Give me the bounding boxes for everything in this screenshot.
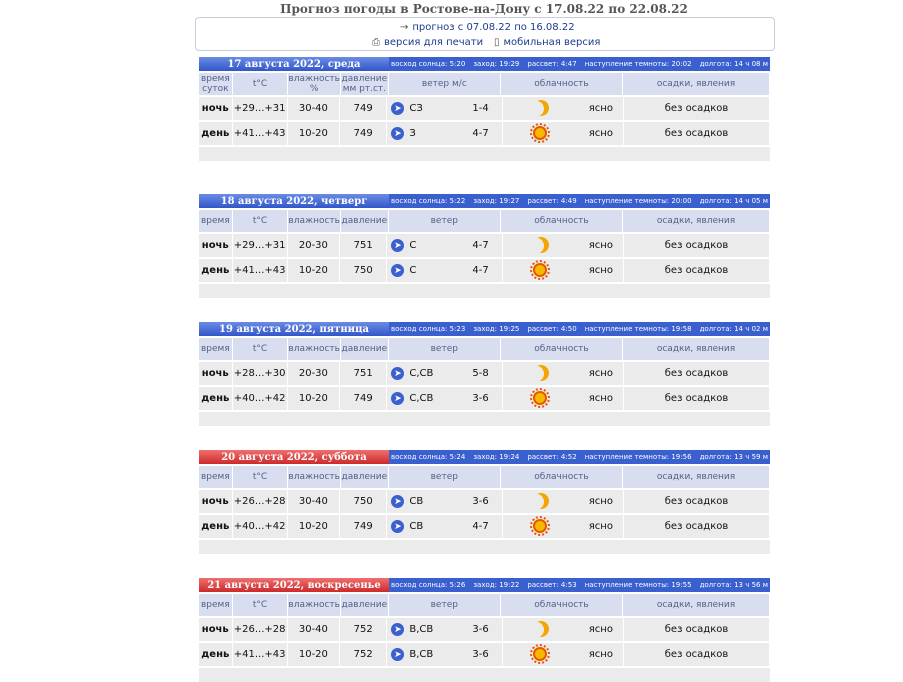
sunset: заход: 19:29	[473, 60, 520, 68]
wind-direction: СВ	[409, 496, 424, 507]
sunrise: восход солнца: 5:24	[391, 453, 466, 461]
day-header	[199, 578, 770, 592]
humidity: 10-20	[288, 643, 340, 666]
day-date: 19 августа 2022, пятница	[199, 322, 389, 336]
wind-cell	[387, 122, 502, 145]
humidity: 30-40	[288, 490, 340, 513]
moon-icon	[533, 493, 549, 509]
print-version-label: версия для печати	[384, 37, 484, 48]
wind-cell	[387, 259, 502, 282]
column-headers	[199, 466, 770, 488]
time-of-day: ночь	[199, 97, 233, 120]
sunrise: восход солнца: 5:20	[391, 60, 466, 68]
sun-info	[389, 194, 770, 208]
time-of-day: ночь	[199, 362, 233, 385]
wind-direction: СЗ	[409, 103, 423, 114]
temperature: +41...+43	[233, 643, 288, 666]
pressure: 749	[340, 515, 387, 538]
header-humidity: влажность	[288, 594, 341, 616]
column-headers	[199, 210, 770, 232]
header-precip: осадки, явления	[623, 210, 770, 232]
forecast-row	[199, 259, 770, 282]
pressure: 749	[340, 122, 387, 145]
day-header	[199, 194, 770, 208]
humidity: 20-30	[288, 234, 340, 257]
wind-arrow-icon: ➤	[391, 495, 404, 508]
mobile-version-link[interactable]	[494, 37, 600, 48]
temperature: +26...+28	[233, 618, 288, 641]
day-length: долгота: 13 ч 59 м	[699, 453, 768, 461]
day-length: долгота: 14 ч 02 м	[699, 325, 768, 333]
wind-speed: 3-6	[472, 496, 489, 507]
header-time: время	[199, 466, 233, 488]
header-precip: осадки, явления	[623, 73, 770, 95]
cloud-cell	[503, 234, 624, 257]
cloud-cell	[503, 618, 624, 641]
time-of-day: ночь	[199, 234, 233, 257]
wind-direction: В,СВ	[409, 649, 434, 660]
header-temp: t°C	[233, 210, 289, 232]
time-of-day: день	[199, 259, 233, 282]
wind-speed: 4-7	[472, 128, 489, 139]
humidity: 10-20	[288, 122, 340, 145]
cloud-text: ясно	[588, 624, 613, 635]
wind-speed: 4-7	[472, 240, 489, 251]
sun-icon	[533, 518, 547, 533]
moon-icon	[533, 100, 549, 116]
humidity: 10-20	[288, 259, 340, 282]
precipitation: без осадков	[624, 387, 770, 410]
forecast-row	[199, 387, 770, 410]
header-cloud: облачность	[501, 210, 623, 232]
sun-icon	[533, 390, 547, 405]
header-pressure: давление мм рт.ст.	[341, 74, 388, 94]
day-length: долгота: 14 ч 08 м	[699, 60, 768, 68]
cloud-cell	[503, 122, 624, 145]
header-wind: ветер	[389, 210, 501, 232]
cloud-text: ясно	[588, 521, 613, 532]
day-footer	[199, 147, 770, 161]
wind-speed: 4-7	[472, 521, 489, 532]
temperature: +40...+42	[233, 387, 288, 410]
moon-icon	[533, 365, 549, 381]
precipitation: без осадков	[624, 234, 770, 257]
sunset: заход: 19:24	[473, 453, 520, 461]
pressure: 750	[340, 490, 387, 513]
day-block	[199, 322, 770, 426]
temperature: +29...+31	[233, 234, 288, 257]
time-of-day: ночь	[199, 490, 233, 513]
day-footer	[199, 412, 770, 426]
nav-box	[195, 17, 775, 51]
wind-direction: В,СВ	[409, 624, 434, 635]
sunset: заход: 19:25	[473, 325, 520, 333]
wind-direction: С	[409, 240, 417, 251]
day-header	[199, 322, 770, 336]
printer-icon: ⎙	[372, 37, 380, 48]
wind-speed: 3-6	[472, 649, 489, 660]
day-date: 20 августа 2022, суббота	[199, 450, 389, 464]
day-block	[199, 450, 770, 554]
arrow-right-icon: →	[400, 22, 409, 33]
darkness: наступление темноты: 19:56	[584, 453, 692, 461]
wind-cell	[387, 515, 502, 538]
cloud-cell	[503, 362, 624, 385]
header-pressure: давление	[341, 594, 389, 616]
column-headers	[199, 338, 770, 360]
header-cloud: облачность	[501, 466, 623, 488]
header-humidity: влажность	[288, 338, 341, 360]
cloud-text: ясно	[588, 368, 613, 379]
temperature: +40...+42	[233, 515, 288, 538]
wind-speed: 5-8	[472, 368, 489, 379]
pressure: 749	[340, 97, 387, 120]
wind-speed: 3-6	[472, 624, 489, 635]
header-cloud: облачность	[501, 594, 623, 616]
moon-icon	[533, 237, 549, 253]
sun-info	[389, 57, 770, 71]
day-block	[199, 57, 770, 161]
precipitation: без осадков	[624, 515, 770, 538]
dawn: рассвет: 4:47	[527, 60, 577, 68]
wind-cell	[387, 490, 502, 513]
sunrise: восход солнца: 5:26	[391, 581, 466, 589]
cloud-text: ясно	[588, 103, 613, 114]
precipitation: без осадков	[624, 259, 770, 282]
cloud-cell	[503, 259, 624, 282]
forecast-row	[199, 643, 770, 666]
sunrise: восход солнца: 5:22	[391, 197, 466, 205]
day-header	[199, 57, 770, 71]
wind-arrow-icon: ➤	[391, 239, 404, 252]
time-of-day: день	[199, 643, 233, 666]
precipitation: без осадков	[624, 490, 770, 513]
wind-arrow-icon: ➤	[391, 648, 404, 661]
wind-arrow-icon: ➤	[391, 520, 404, 533]
wind-direction: С,СВ	[409, 368, 434, 379]
header-time: время	[199, 338, 233, 360]
time-of-day: день	[199, 122, 233, 145]
sun-icon	[533, 262, 547, 277]
sun-icon	[533, 125, 547, 140]
mobile-icon: ▯	[494, 37, 500, 48]
pressure: 749	[340, 387, 387, 410]
wind-direction: СВ	[409, 521, 424, 532]
day-date: 17 августа 2022, среда	[199, 57, 389, 71]
page-title: Прогноз погоды в Ростове-на-Дону с 17.08.22 по 22.08.22	[280, 2, 688, 16]
day-date: 18 августа 2022, четверг	[199, 194, 389, 208]
header-temp: t°C	[233, 594, 289, 616]
humidity: 10-20	[288, 515, 340, 538]
header-pressure: давление	[341, 466, 389, 488]
sun-info	[389, 322, 770, 336]
temperature: +28...+30	[233, 362, 288, 385]
day-header	[199, 450, 770, 464]
sun-info	[389, 578, 770, 592]
day-footer	[199, 668, 770, 682]
mobile-version-label: мобильная версия	[503, 37, 601, 48]
wind-arrow-icon: ➤	[391, 264, 404, 277]
wind-cell	[387, 387, 502, 410]
precipitation: без осадков	[624, 97, 770, 120]
header-cloud: облачность	[501, 73, 623, 95]
cloud-cell	[503, 515, 624, 538]
header-temp: t°C	[233, 73, 289, 95]
wind-cell	[387, 234, 502, 257]
header-time: время	[199, 210, 233, 232]
wind-direction: С	[409, 265, 417, 276]
cloud-text: ясно	[588, 240, 613, 251]
pressure: 752	[340, 618, 387, 641]
wind-speed: 3-6	[472, 393, 489, 404]
header-humidity: влажность	[288, 466, 341, 488]
wind-arrow-icon: ➤	[391, 623, 404, 636]
humidity: 10-20	[288, 387, 340, 410]
wind-direction: З	[409, 128, 416, 139]
header-time: время суток	[199, 73, 233, 95]
time-of-day: день	[199, 387, 233, 410]
darkness: наступление темноты: 20:02	[584, 60, 692, 68]
forecast-row	[199, 122, 770, 145]
header-precip: осадки, явления	[623, 466, 770, 488]
darkness: наступление темноты: 20:00	[584, 197, 692, 205]
header-wind: ветер	[389, 594, 501, 616]
sunset: заход: 19:27	[473, 197, 520, 205]
temperature: +41...+43	[233, 122, 288, 145]
humidity: 30-40	[288, 618, 340, 641]
temperature: +29...+31	[233, 97, 288, 120]
forecast-row	[199, 490, 770, 513]
sun-info	[389, 450, 770, 464]
header-precip: осадки, явления	[623, 594, 770, 616]
precipitation: без осадков	[624, 362, 770, 385]
prev-forecast-link[interactable]	[400, 22, 575, 33]
header-precip: осадки, явления	[623, 338, 770, 360]
dawn: рассвет: 4:52	[527, 453, 577, 461]
precipitation: без осадков	[624, 122, 770, 145]
forecast-row	[199, 97, 770, 120]
wind-cell	[387, 618, 502, 641]
pressure: 750	[340, 259, 387, 282]
temperature: +26...+28	[233, 490, 288, 513]
day-footer	[199, 540, 770, 554]
cloud-text: ясно	[588, 649, 613, 660]
wind-arrow-icon: ➤	[391, 102, 404, 115]
header-temp: t°C	[233, 338, 289, 360]
wind-speed: 4-7	[472, 265, 489, 276]
day-block	[199, 194, 770, 298]
moon-icon	[533, 621, 549, 637]
column-headers	[199, 594, 770, 616]
header-wind: ветер	[389, 338, 501, 360]
day-length: долгота: 14 ч 05 м	[699, 197, 768, 205]
header-pressure: давление	[341, 210, 389, 232]
prev-forecast-label: прогноз с 07.08.22 по 16.08.22	[412, 22, 575, 33]
wind-arrow-icon: ➤	[391, 127, 404, 140]
forecast-row	[199, 618, 770, 641]
sunset: заход: 19:22	[473, 581, 520, 589]
forecast-row	[199, 515, 770, 538]
humidity: 30-40	[288, 97, 340, 120]
header-humidity: влажность %	[288, 74, 340, 94]
wind-cell	[387, 643, 502, 666]
pressure: 751	[340, 234, 387, 257]
dawn: рассвет: 4:53	[527, 581, 577, 589]
header-wind: ветер	[389, 466, 501, 488]
wind-speed: 1-4	[472, 103, 489, 114]
header-pressure: давление	[341, 338, 389, 360]
forecast-row	[199, 362, 770, 385]
forecast-row	[199, 234, 770, 257]
day-length: долгота: 13 ч 56 м	[699, 581, 768, 589]
sunrise: восход солнца: 5:23	[391, 325, 466, 333]
header-time: время	[199, 594, 233, 616]
humidity: 20-30	[288, 362, 340, 385]
precipitation: без осадков	[624, 643, 770, 666]
dawn: рассвет: 4:49	[527, 197, 577, 205]
pressure: 752	[340, 643, 387, 666]
darkness: наступление темноты: 19:55	[584, 581, 692, 589]
header-temp: t°C	[233, 466, 289, 488]
header-humidity: влажность	[288, 210, 341, 232]
header-cloud: облачность	[501, 338, 623, 360]
day-block	[199, 578, 770, 682]
precipitation: без осадков	[624, 618, 770, 641]
column-headers	[199, 73, 770, 95]
cloud-cell	[503, 490, 624, 513]
header-wind: ветер м/с	[389, 73, 501, 95]
temperature: +41...+43	[233, 259, 288, 282]
cloud-text: ясно	[588, 496, 613, 507]
cloud-text: ясно	[588, 393, 613, 404]
cloud-cell	[503, 97, 624, 120]
cloud-cell	[503, 387, 624, 410]
wind-arrow-icon: ➤	[391, 367, 404, 380]
day-footer	[199, 284, 770, 298]
dawn: рассвет: 4:50	[527, 325, 577, 333]
print-version-link[interactable]	[372, 37, 483, 48]
wind-direction: С,СВ	[409, 393, 434, 404]
pressure: 751	[340, 362, 387, 385]
wind-cell	[387, 362, 502, 385]
wind-arrow-icon: ➤	[391, 392, 404, 405]
day-date: 21 августа 2022, воскресенье	[199, 578, 389, 592]
wind-cell	[387, 97, 502, 120]
cloud-text: ясно	[588, 128, 613, 139]
time-of-day: ночь	[199, 618, 233, 641]
darkness: наступление темноты: 19:58	[584, 325, 692, 333]
cloud-text: ясно	[588, 265, 613, 276]
time-of-day: день	[199, 515, 233, 538]
sun-icon	[533, 646, 547, 661]
cloud-cell	[503, 643, 624, 666]
